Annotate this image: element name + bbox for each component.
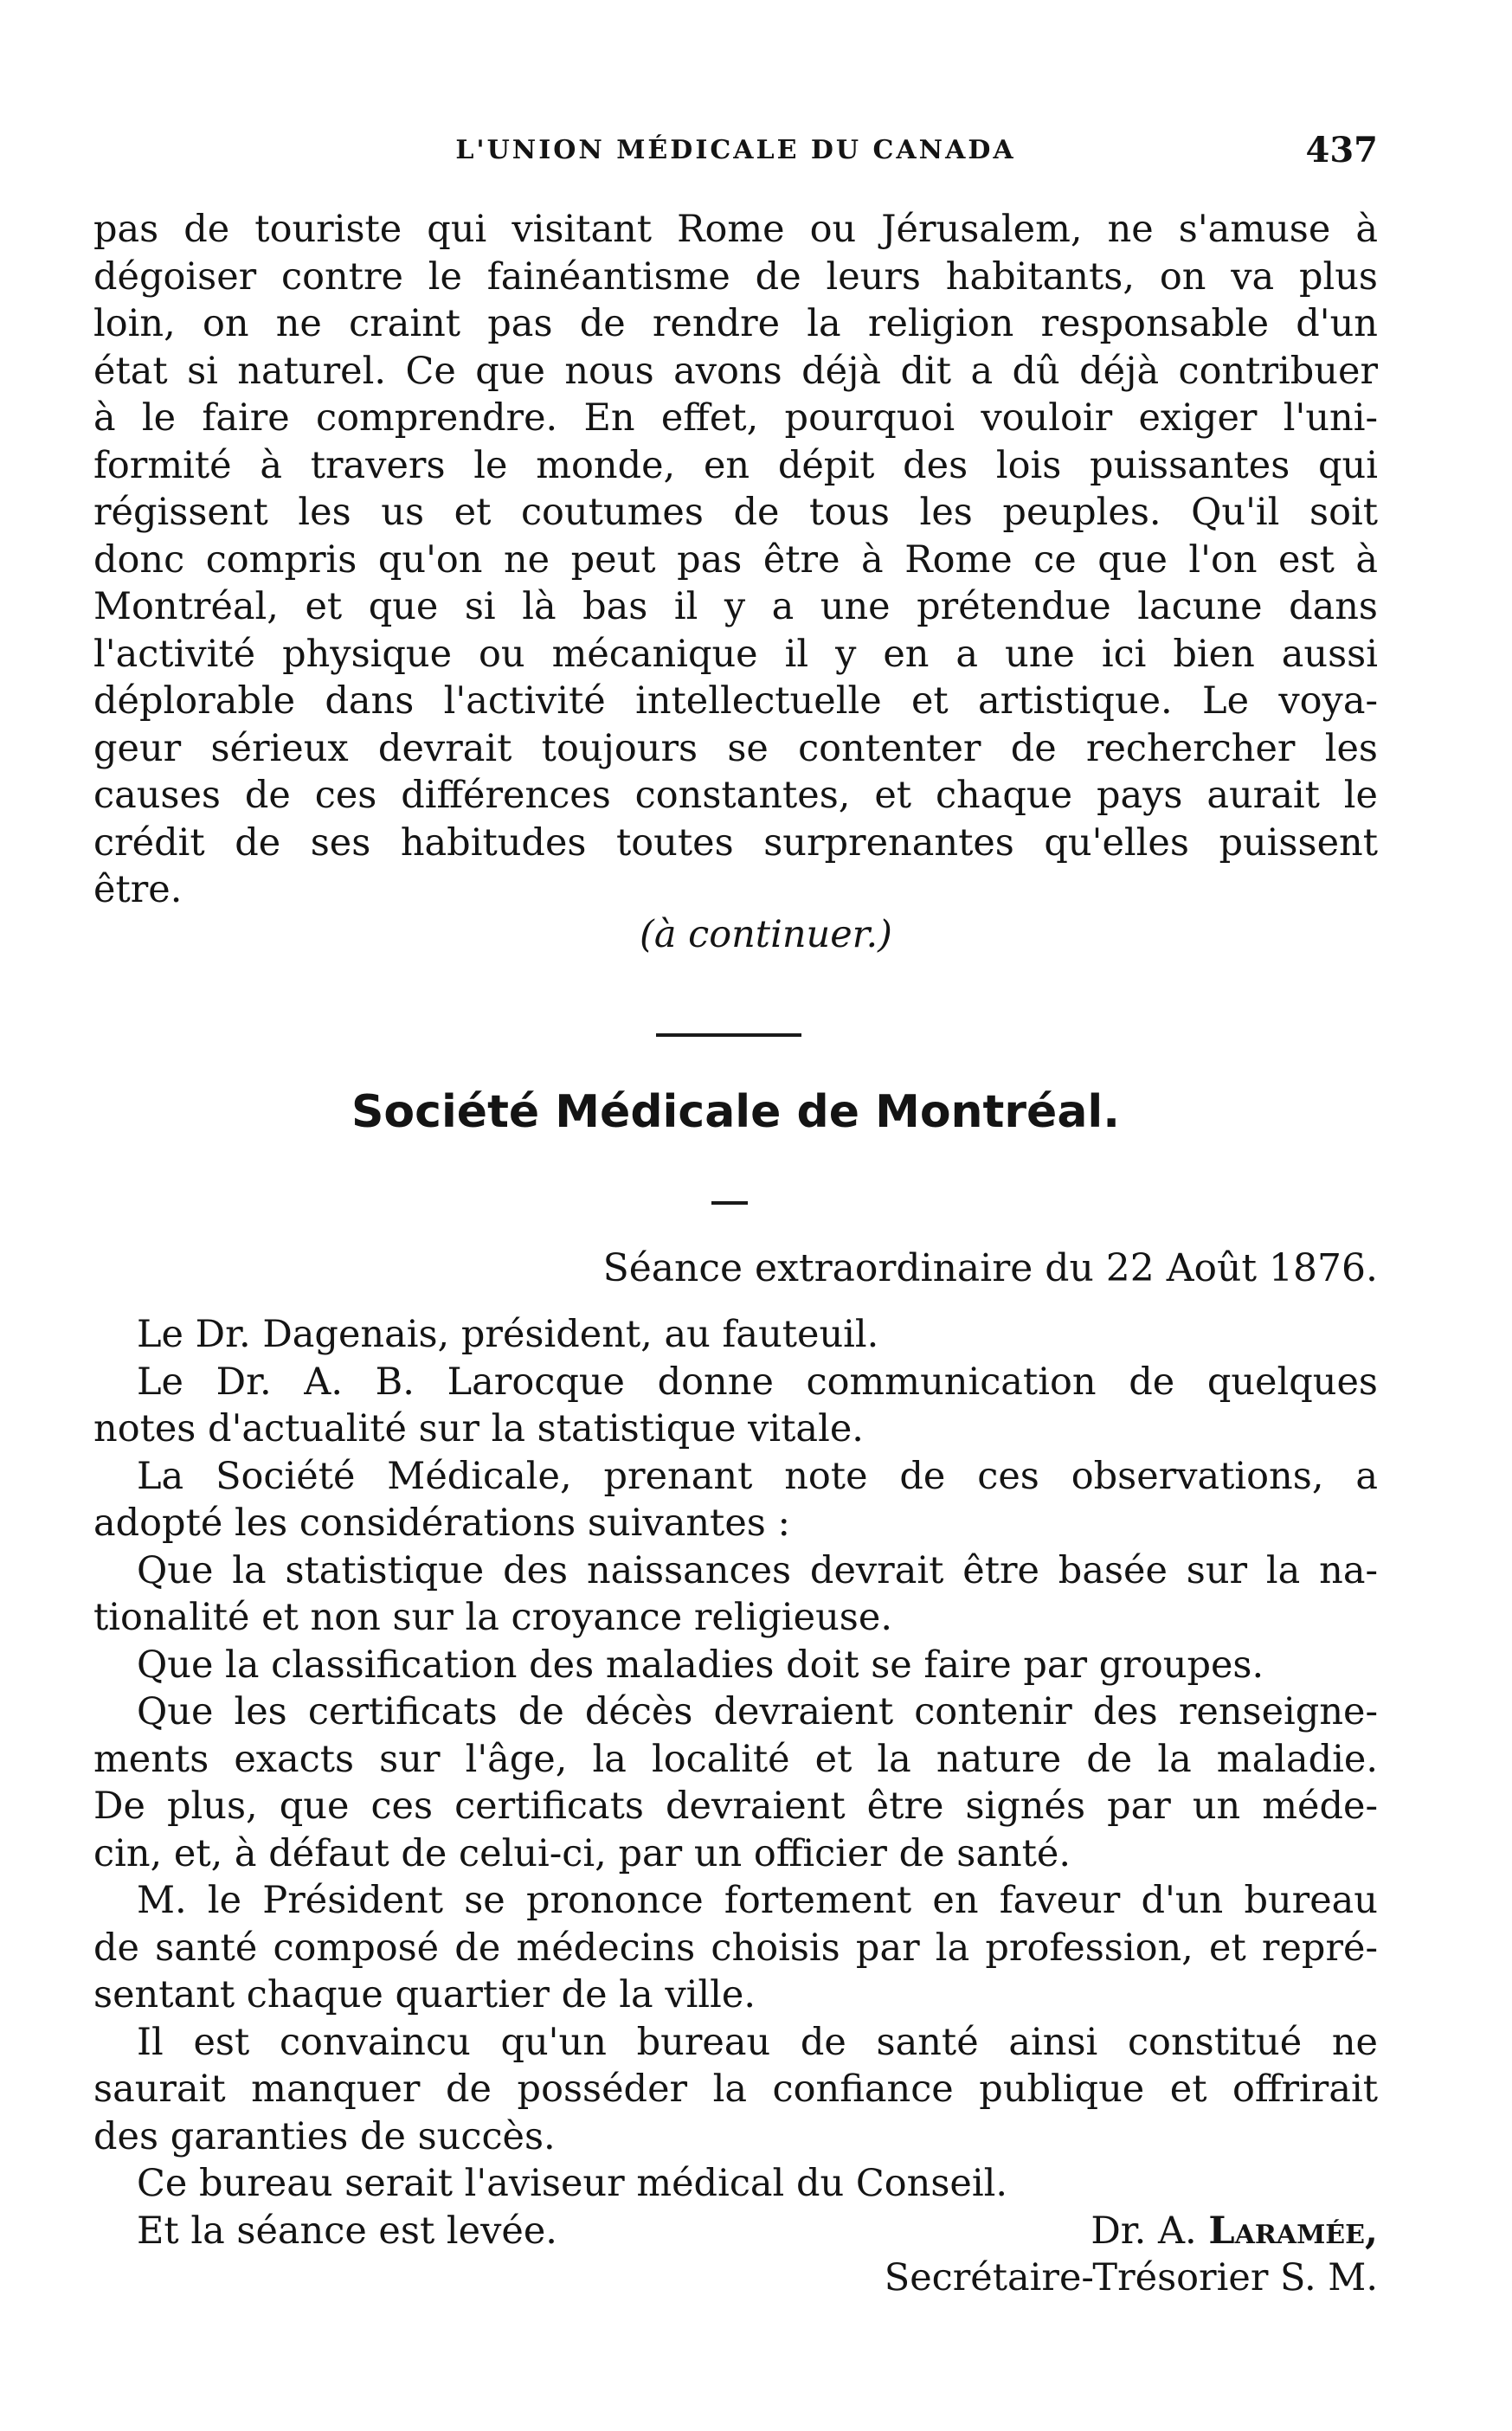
signature-name: Laramée, — [1208, 2209, 1378, 2253]
article-line: à le faire comprendre. En effet, pourquoi vouloir exiger l'uni- — [93, 396, 1378, 440]
closing-line — [93, 2208, 1378, 2255]
signature-name-line — [1091, 2208, 1378, 2255]
minutes-line: saurait manquer de posséder la confiance publique et offrirait — [93, 2068, 1378, 2111]
section-divider-rule — [656, 1033, 801, 1037]
article-line: formité à travers le monde, en dépit des lois puissantes qui — [93, 443, 1378, 487]
minutes-line: Le Dr. Dagenais, président, au fauteuil. — [137, 1313, 879, 1356]
article-line: donc compris qu'on ne peut pas être à Rome ce que l'on est à — [93, 537, 1378, 582]
minutes-line: ments exacts sur l'âge, la localité et la nature de la maladie. — [93, 1737, 1378, 1781]
minutes-line: M. le Président se prononce fortement en faveur d'un bureau — [137, 1879, 1378, 1922]
minutes-line: La Société Médicale, prenant note de ces observations, a — [137, 1454, 1378, 1498]
closing-text: Et la séance est levée. — [137, 2209, 557, 2253]
minutes-line: Le Dr. A. B. Larocque donne communication de quelques — [137, 1360, 1378, 1404]
continuation-text: (à continuer.) — [640, 913, 892, 956]
article-line: causes de ces différences constantes, et chaque pays aurait le — [93, 774, 1378, 817]
article-line: dégoiser contre le fainéantisme de leurs habitants, on va plus — [93, 254, 1378, 299]
continuation-note — [93, 913, 1378, 956]
article-line: loin, on ne craint pas de rendre la religion responsable d'un — [93, 302, 1378, 345]
minutes-line: tionalité et non sur la croyance religieuse. — [93, 1596, 892, 1639]
article-continuation — [93, 206, 1378, 914]
seance-heading: Séance extraordinaire du 22 Août 1876. — [602, 1246, 1378, 1290]
minutes-line: Que la statistique des naissances devrait être basée sur la na- — [137, 1548, 1378, 1592]
article-line: crédit de ses habitudes toutes surprenantes qu'elles puissent — [93, 820, 1378, 865]
minutes-line: cin, et, à défaut de celui-ci, par un officier de santé. — [93, 1831, 1071, 1875]
article-line: régissent les us et coutumes de tous les peuples. Qu'il soit — [93, 491, 1378, 534]
minutes-line: Que les certificats de décès devraient contenir des renseigne- — [137, 1690, 1378, 1733]
page-number: 437 — [1305, 130, 1378, 170]
minutes-line: Il est convaincu qu'un bureau de santé ainsi constitué ne — [137, 2020, 1378, 2064]
minutes-line: des garanties de succès. — [93, 2114, 556, 2158]
signature-title: Secrétaire-Trésorier S. M. — [884, 2256, 1378, 2299]
section-title: Société Médicale de Montréal. — [351, 1086, 1120, 1138]
running-head — [93, 130, 1378, 173]
minutes-line: de santé composé de médecins choisis par la profession, et repré- — [93, 1926, 1378, 1970]
running-head-title: L'UNION MÉDICALE DU CANADA — [455, 135, 1016, 165]
minutes-line: De plus, que ces certificats devraient être signés par un méde- — [93, 1785, 1378, 1828]
article-line: Montréal, et que si là bas il y a une prétendue lacune dans — [93, 585, 1378, 628]
minutes-line: Ce bureau serait l'aviseur médical du Conseil. — [137, 2162, 1008, 2205]
title-underline-rule — [711, 1201, 748, 1205]
minutes-line: sentant chaque quartier de la ville. — [93, 1973, 756, 2016]
minutes-line: notes d'actualité sur la statistique vitale. — [93, 1407, 864, 1450]
minutes-line: adopté les considérations suivantes : — [93, 1502, 790, 1545]
article-line: pas de touriste qui visitant Rome ou Jérusalem, ne s'amuse à — [93, 208, 1378, 251]
article-line: être. — [93, 868, 183, 911]
meeting-minutes — [93, 1311, 1378, 2302]
article-line: déplorable dans l'activité intellectuelle et artistique. Le voya- — [93, 679, 1378, 723]
article-line: l'activité physique ou mécanique il y en a une ici bien aussi — [93, 632, 1378, 676]
article-line: geur sérieux devrait toujours se contenter de rechercher les — [93, 726, 1378, 770]
signature-prefix: Dr. A. — [1091, 2209, 1209, 2253]
article-line: état si naturel. Ce que nous avons déjà dit a dû déjà contribuer — [93, 349, 1378, 393]
minutes-line: Que la classification des maladies doit se faire par groupes. — [137, 1643, 1264, 1687]
